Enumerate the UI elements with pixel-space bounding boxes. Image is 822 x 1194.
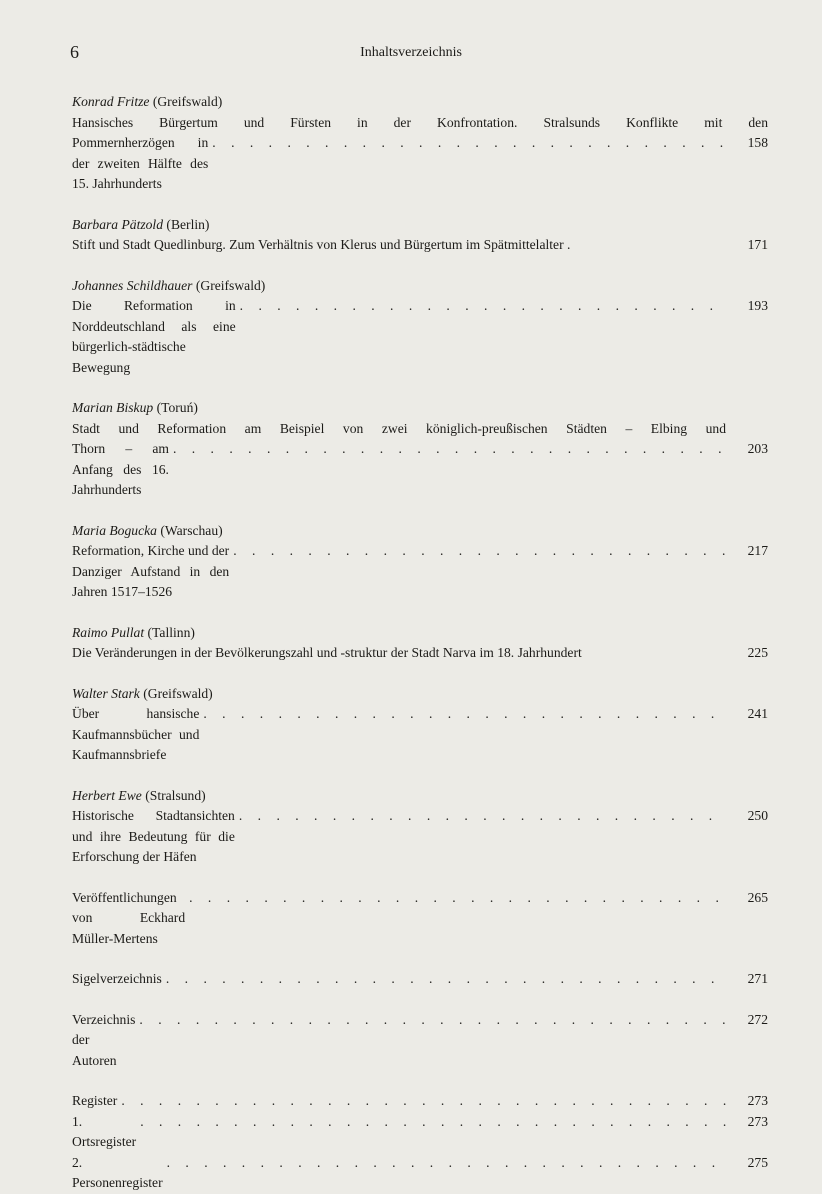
toc-entry — [72, 276, 768, 379]
entry-title: Die Reformation in Norddeutschland als eine bürgerlich-städtische Bewegung — [72, 298, 236, 375]
entry-title-line — [72, 439, 768, 501]
page-ref: 275 — [747, 1154, 768, 1170]
page-ref: 265 — [747, 889, 768, 905]
entry-title: Sigelverzeichnis — [72, 971, 162, 986]
entry-title-line — [72, 1010, 768, 1072]
page-number: 6 — [70, 42, 79, 62]
dot-leader — [185, 888, 728, 909]
dot-leader — [163, 1153, 728, 1174]
entry-title-line: Hansisches Bürgertum und Fürsten in der Konfrontation. Stralsunds Konflikte mit den — [72, 114, 768, 130]
author-place: (Greifswald) — [152, 94, 223, 109]
dot-leader — [169, 439, 728, 460]
author-name: Herbert Ewe — [72, 787, 142, 803]
entry-title-line — [72, 704, 768, 766]
entry-title: Die Veränderungen in der Bevölkerungszahl und -struktur der Stadt Narva im 18. Jahrhundert — [72, 645, 582, 660]
dot-leader — [235, 806, 728, 827]
page-ref: 203 — [747, 441, 768, 456]
author-place: (Toruń) — [156, 400, 198, 415]
entry-title-line — [72, 1091, 768, 1112]
entry-title: 2. Personenregister — [72, 1154, 163, 1190]
author-line — [72, 684, 768, 705]
page-ref: 193 — [747, 298, 768, 313]
author-line — [72, 623, 768, 644]
toc-entry — [72, 623, 768, 664]
entry-title: Register — [72, 1093, 118, 1108]
toc-entry — [72, 786, 768, 868]
toc-entry — [72, 92, 768, 195]
author-place: (Berlin) — [166, 216, 210, 232]
page-ref: 273 — [747, 1113, 768, 1129]
author-place: (Greifswald) — [143, 685, 213, 701]
author-place: (Warschau) — [160, 522, 223, 538]
dot-leader — [208, 133, 728, 154]
register-block — [72, 1091, 768, 1194]
entry-title: Reformation, Kirche und der Danziger Aufstand in den Jahren 1517–1526 — [72, 543, 230, 599]
entry-title-line — [72, 888, 768, 950]
entry-title-line — [72, 133, 768, 195]
page-ref: 250 — [747, 808, 768, 823]
author-line — [72, 398, 768, 419]
author-name: Walter Stark — [72, 685, 140, 701]
toc-entry — [72, 684, 768, 766]
dot-leader — [229, 541, 728, 562]
table-of-contents — [72, 92, 768, 1194]
entry-title-line — [72, 1112, 768, 1153]
running-title: Inhaltsverzeichnis — [360, 45, 462, 60]
dot-leader — [135, 1010, 728, 1031]
toc-entry — [72, 215, 768, 256]
dot-leader — [162, 969, 728, 990]
page-ref: 158 — [747, 135, 768, 150]
dot-leader — [199, 704, 728, 725]
dot-leader — [117, 1091, 728, 1112]
toc-entry — [72, 398, 768, 501]
entry-title-line — [72, 969, 768, 990]
toc-entry — [72, 969, 768, 990]
page-ref: 171 — [747, 237, 768, 252]
entry-title-line — [72, 806, 768, 868]
author-name: Raimo Pullat — [72, 624, 145, 640]
entry-title-line — [72, 541, 768, 603]
dot-leader — [136, 1112, 728, 1133]
entry-title-line — [72, 643, 768, 664]
author-name: Barbara Pätzold — [72, 216, 164, 232]
entry-title: Stift und Stadt Quedlinburg. Zum Verhältnis von Klerus und Bürgertum im Spätmittelalter . — [72, 237, 571, 252]
author-line — [72, 521, 768, 542]
author-line — [72, 276, 768, 297]
author-place: (Greifswald) — [195, 277, 266, 293]
toc-entry — [72, 1010, 768, 1072]
author-line — [72, 215, 768, 236]
entry-title: 1. Ortsregister — [72, 1113, 137, 1149]
entry-title: Historische Stadtansichten und ihre Bedeutung für die Erforschung der Häfen — [72, 808, 235, 864]
entry-title: Verzeichnis der Autoren — [72, 1011, 136, 1068]
page-ref: 273 — [747, 1093, 768, 1108]
entry-title: Pommernherzögen in der zweiten Hälfte des 15. Jahrhunderts — [72, 135, 209, 191]
page-ref: 272 — [747, 1011, 768, 1027]
author-place: (Stralsund) — [145, 787, 206, 803]
entry-title: Thorn – am Anfang des 16. Jahrhunderts — [72, 441, 169, 497]
entry-title-line — [72, 1153, 768, 1194]
dot-leader — [236, 296, 728, 317]
author-name: Marian Biskup — [72, 400, 154, 415]
author-line — [72, 786, 768, 807]
toc-entry — [72, 521, 768, 603]
entry-title-line — [72, 296, 768, 378]
toc-entry — [72, 888, 768, 950]
author-name: Johannes Schildhauer — [72, 277, 193, 293]
page-ref: 241 — [747, 706, 768, 721]
author-line — [72, 92, 768, 113]
entry-title-line — [72, 235, 768, 256]
author-place: (Tallinn) — [147, 624, 195, 640]
entry-title-line: Stadt und Reformation am Beispiel von zwei königlich-preußischen Städten – Elbing und — [72, 420, 726, 436]
author-name: Konrad Fritze — [72, 94, 150, 109]
page-ref: 271 — [747, 971, 768, 986]
page-ref: 217 — [747, 543, 768, 558]
author-name: Maria Bogucka — [72, 522, 157, 538]
entry-title: Veröffentlichungen von Eckhard Müller-Mertens — [72, 889, 186, 946]
entry-title: Über hansische Kaufmannsbücher und Kaufmannsbriefe — [72, 706, 200, 762]
page-ref: 225 — [747, 645, 768, 660]
